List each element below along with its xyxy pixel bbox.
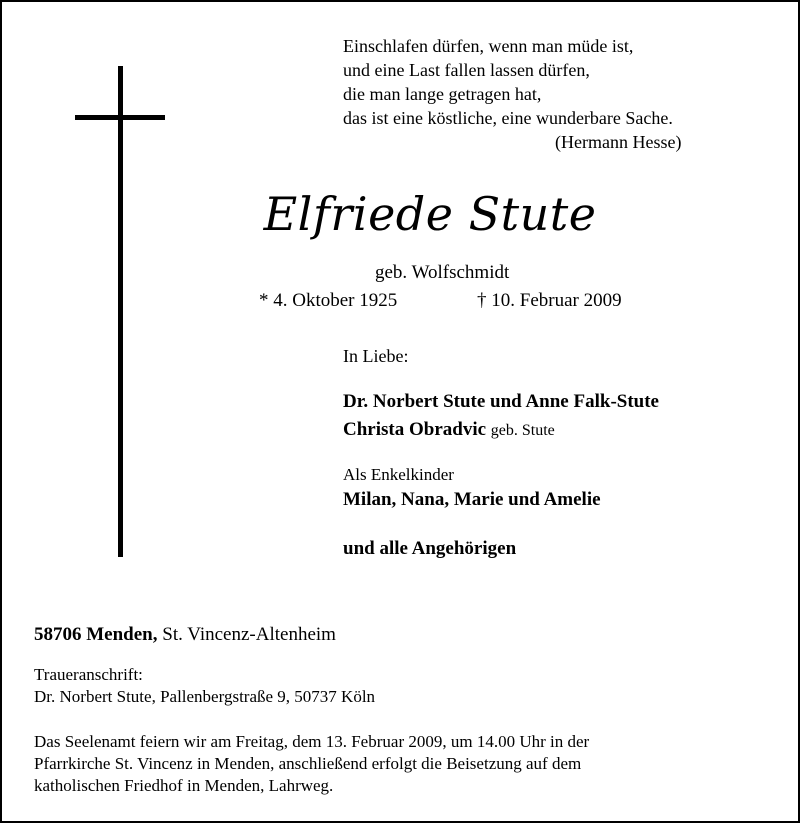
family-line-1: Dr. Norbert Stute und Anne Falk-Stute	[343, 391, 659, 412]
family-line-2-name: Christa Obradvic	[343, 419, 487, 440]
poem-line: und eine Last fallen lassen dürfen,	[343, 60, 590, 80]
birth-date: * 4. Oktober 1925	[259, 290, 398, 311]
grandchildren-label: Als Enkelkinder	[343, 465, 454, 484]
cross-icon	[118, 66, 123, 557]
maiden-name: geb. Wolfschmidt	[375, 262, 510, 283]
relatives-line: und alle Angehörigen	[343, 538, 517, 559]
mourners-intro: In Liebe:	[343, 346, 409, 366]
poem-line: die man lange getragen hat,	[343, 84, 542, 104]
poem-author: (Hermann Hesse)	[555, 132, 682, 152]
poem-line: das ist eine köstliche, eine wunderbare Sache.	[343, 108, 673, 128]
address-label: Traueranschrift:	[34, 665, 143, 684]
location-city: 58706 Menden,	[34, 624, 158, 645]
service-line: katholischen Friedhof in Menden, Lahrweg.	[34, 776, 334, 795]
service-line: Das Seelenamt feiern wir am Freitag, dem 13. Februar 2009, um 14.00 Uhr in der	[34, 732, 590, 751]
address-value: Dr. Norbert Stute, Pallenbergstraße 9, 50737 Köln	[34, 687, 376, 706]
family-line-2-suffix: geb. Stute	[490, 422, 555, 439]
cross-icon-crossbar	[75, 115, 165, 120]
death-date: † 10. Februar 2009	[477, 290, 622, 311]
deceased-name: Elfriede Stute	[263, 187, 597, 241]
location-place: St. Vincenz-Altenheim	[162, 624, 336, 645]
poem-quote	[343, 34, 673, 130]
poem-line: Einschlafen dürfen, wenn man müde ist,	[343, 36, 634, 56]
family-line-2	[343, 417, 555, 444]
service-line: Pfarrkirche St. Vincenz in Menden, anschließend erfolgt die Beisetzung auf dem	[34, 754, 582, 773]
location-line	[34, 622, 336, 648]
service-text	[34, 731, 589, 797]
grandchildren-names: Milan, Nana, Marie und Amelie	[343, 489, 601, 510]
